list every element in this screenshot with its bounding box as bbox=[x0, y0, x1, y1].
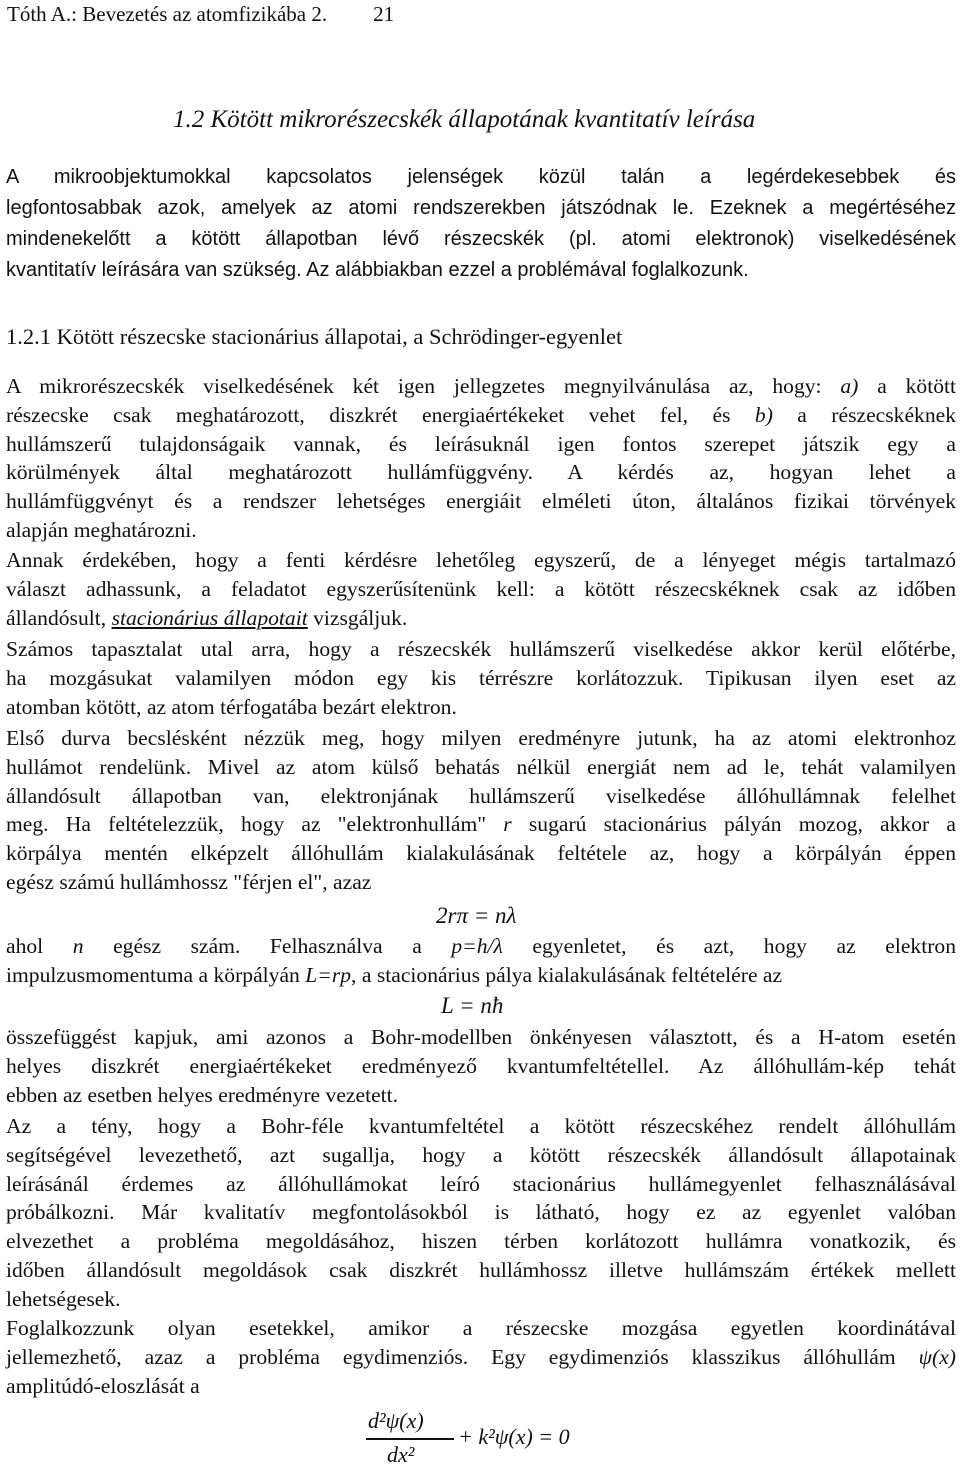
text-line: lehetségesek. bbox=[6, 1286, 121, 1311]
text-segment: ahol bbox=[6, 934, 73, 958]
text-line: atomban kötött, az atom térfogatába bezárt elektron. bbox=[6, 694, 457, 719]
text-line: alapján meghatározni. bbox=[6, 517, 197, 542]
text-segment: sugarú stacionárius pályán mozog, akkor a bbox=[511, 812, 956, 837]
text-line: ha mozgásukat valamilyen módon egy kis térrészre korlátozzuk. Tipikusan ilyen eset az bbox=[6, 665, 956, 690]
text-line bbox=[6, 604, 956, 633]
text-line: Foglalkozzunk olyan esetekkel, amikor a részecske mozgása egyetlen koordinátával bbox=[6, 1316, 956, 1340]
text-line: segítségével levezethető, azt sugallja, hogy a kötött részecskék állandósult állapotainak bbox=[6, 1142, 956, 1167]
paragraph-2 bbox=[6, 546, 956, 632]
text-segment: állandósult, bbox=[6, 605, 112, 630]
text-segment: n bbox=[72, 934, 84, 958]
text-line: elvezethet a probléma megoldásához, hiszen térben korlátozott hullámra vonatkozik, és bbox=[6, 1229, 956, 1254]
equation-quantization: L = nħ bbox=[441, 993, 504, 1018]
text-line: próbálkozni. Már kvalitatív megfontolásokból is látható, hogy ez az egyenlet valóban bbox=[6, 1200, 956, 1225]
paragraph-1 bbox=[6, 372, 956, 545]
text-segment: a részecskéknek bbox=[772, 402, 957, 427]
text-segment: impulzusmomentuma a körpályán bbox=[6, 962, 306, 987]
text-segment: vizsgáljuk. bbox=[307, 605, 408, 630]
text-segment: részecske csak meghatározott, diszkrét energiaértékeket vehet fel, és bbox=[6, 402, 755, 427]
text-line: egész számú hullámhossz "férjen el", azaz bbox=[6, 869, 372, 894]
text-segment: A mikrorészecskék viselkedésének két igen jellegzetes megnyilvánulása az, hogy: bbox=[6, 374, 841, 398]
paragraph-6 bbox=[6, 1023, 956, 1109]
text-line: Számos tapasztalat utal arra, hogy a részecskék hullámszerű viselkedése akkor kerül előtérbe, bbox=[6, 637, 956, 661]
text-segment: a kötött bbox=[858, 374, 956, 398]
text-line bbox=[6, 193, 956, 224]
text-line: mindenekelőtt a kötött állapotban lévő részecskék (pl. atomi elektronok) viselkedésének bbox=[6, 228, 956, 250]
paragraph-3 bbox=[6, 635, 956, 721]
text-line: A mikroobjektumokkal kapcsolatos jelenségek közül talán a legérdekesebbek és bbox=[6, 166, 956, 188]
text-line: állandósult állapotban van, elektronjának hullámszerű viselkedése állóhullámnak felelhet bbox=[6, 783, 956, 808]
paragraph-5 bbox=[6, 932, 956, 990]
text-line: időben állandósult megoldások csak diszkrét hullámhossz illetve hullámszám értékek mellett bbox=[6, 1257, 956, 1282]
text-segment: a) bbox=[840, 374, 859, 398]
text-segment: b) bbox=[754, 402, 773, 427]
text-line bbox=[6, 961, 956, 990]
equation-numerator: d²ψ(x) bbox=[368, 1408, 424, 1433]
text-line: amplitúdó-eloszlását a bbox=[6, 1373, 200, 1398]
running-header bbox=[7, 0, 394, 28]
equation-denominator: dx² bbox=[387, 1442, 415, 1467]
text-segment: stacionárius állapotait bbox=[111, 605, 308, 630]
paragraph-8 bbox=[6, 1314, 956, 1400]
page-number: 21 bbox=[373, 2, 395, 26]
text-line: hullámot rendelünk. Mivel az atom külső behatás nélkül energiát nem ad le, tehát valamilyen bbox=[6, 754, 956, 779]
paragraph-4 bbox=[6, 724, 956, 897]
intro-paragraph bbox=[6, 162, 956, 286]
text-line: körülmények által meghatározott hullámfüggvény. A kérdés az, hogyan lehet a bbox=[6, 460, 956, 485]
subsection-title: 1.2.1 Kötött részecske stacionárius állapotai, a Schrödinger-egyenlet bbox=[6, 324, 623, 349]
text-line: hullámszerű tulajdonságaik vannak, és leírásuknál igen fontos szerepet játszik egy a bbox=[6, 431, 956, 456]
text-line bbox=[6, 401, 956, 430]
text-segment: Ezeknek a megértéséhez bbox=[709, 197, 956, 219]
text-line bbox=[6, 372, 956, 401]
text-segment: meg. Ha feltételezzük, hogy az "elektronhullám" bbox=[6, 812, 504, 837]
equation-standing-wave: 2rπ = nλ bbox=[436, 903, 517, 928]
text-line: helyes diszkrét energiaértékeket eredményező kvantumfeltétellel. Az állóhullám-kép tehát bbox=[6, 1053, 956, 1078]
text-line: Az a tény, hogy a Bohr-féle kvantumfeltétel a kötött részecskéhez rendelt állóhullám bbox=[6, 1114, 956, 1138]
equation-rest: + k²ψ(x) = 0 bbox=[458, 1424, 570, 1449]
text-segment: ψ(x) bbox=[918, 1344, 956, 1369]
text-segment: legfontosabbak azok, amelyek az atomi rendszerekben játszódnak le. bbox=[6, 197, 694, 219]
text-line: választ adhassunk, a feladatot egyszerűsítenünk kell: a kötött részecskéknek csak az időben bbox=[6, 576, 956, 601]
fraction-bar bbox=[366, 1438, 454, 1440]
text-segment: r bbox=[503, 812, 512, 837]
text-line: összefüggést kapjuk, ami azonos a Bohr-modellben önkényesen választott, és a H-atom esetén bbox=[6, 1025, 956, 1049]
text-line bbox=[6, 810, 956, 839]
text-line: leírásánál érdemes az állóhullámokat leíró stacionárius hullámegyenlet felhasználásával bbox=[6, 1171, 956, 1196]
section-title: 1.2 Kötött mikrorészecskék állapotának kvantitatív leírása bbox=[173, 106, 756, 133]
text-segment: jellemezhető, azaz a probléma egydimenziós. Egy egydimenziós klasszikus állóhullám bbox=[6, 1344, 919, 1369]
text-segment: , a stacionárius pálya kialakulásának feltételére az bbox=[351, 962, 783, 987]
text-line: körpálya mentén elképzelt állóhullám kialakulásának feltétele az, hogy a körpályán éppen bbox=[6, 841, 956, 866]
text-line bbox=[6, 1343, 956, 1372]
text-segment: egyenletet, és azt, hogy az elektron bbox=[502, 934, 956, 958]
text-line: hullámfüggvényt és a rendszer lehetséges energiáit elméleti úton, általános fizikai törvények bbox=[6, 489, 956, 514]
text-line: Annak érdekében, hogy a fenti kérdésre lehetőleg egyszerű, de a lényeget mégis tartalmazó bbox=[6, 548, 956, 572]
text-segment: p=h/λ bbox=[451, 934, 503, 958]
text-segment: egész szám. Felhasználva a bbox=[83, 934, 452, 958]
text-line: Első durva becslésként nézzük meg, hogy milyen eredményre jutunk, ha az atomi elektronhoz bbox=[6, 726, 956, 750]
paragraph-7 bbox=[6, 1112, 956, 1314]
text-line bbox=[6, 932, 956, 961]
text-line: ebben az esetben helyes eredményre vezetett. bbox=[6, 1082, 399, 1107]
text-segment: L=rp bbox=[305, 962, 352, 987]
running-title: Tóth A.: Bevezetés az atomfizikába 2. bbox=[7, 2, 328, 26]
text-line: kvantitatív leírására van szükség. Az alábbiakban ezzel a problémával foglalkozunk. bbox=[6, 259, 749, 281]
